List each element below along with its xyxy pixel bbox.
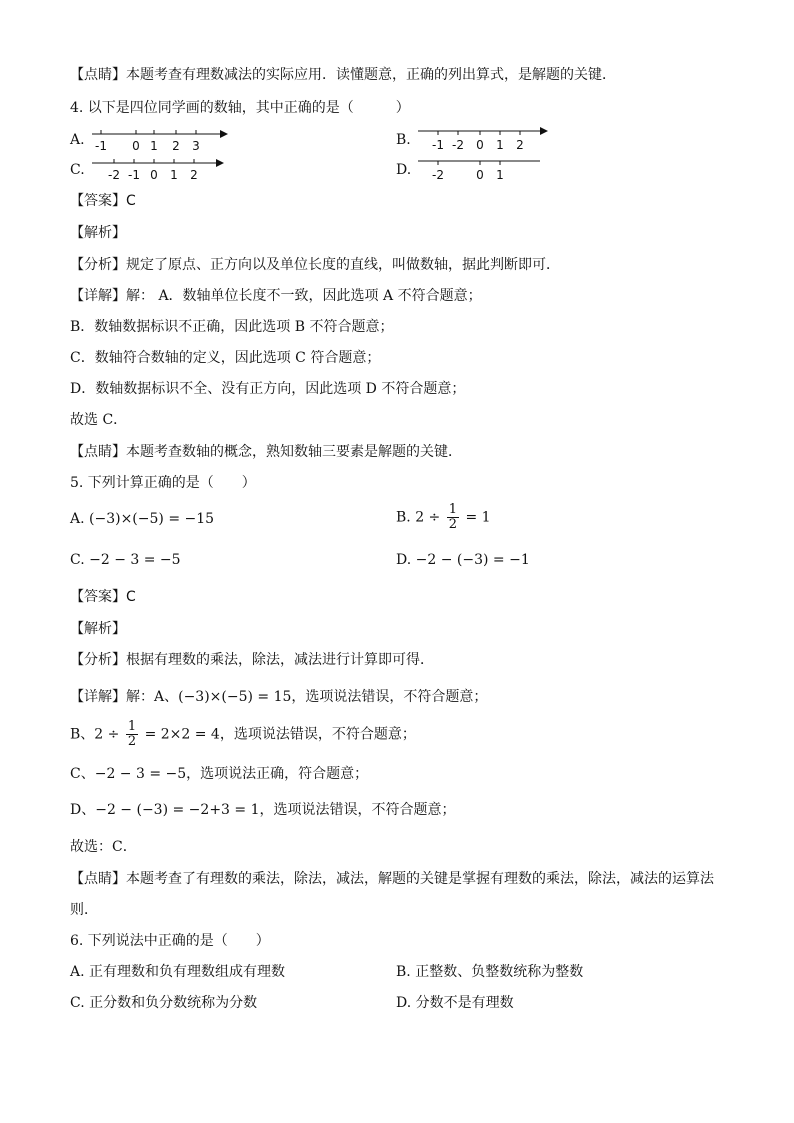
axis-c-label-3: 1 — [170, 168, 178, 182]
q4-detail-2: B．数轴数据标识不正确，因此选项 B 不符合题意； — [70, 319, 394, 335]
q4-analysis-tag: 【解析】 — [70, 225, 126, 241]
q5-detail-2-fraction: $\frac{1}{2}$ — [127, 719, 137, 749]
q5-analysis-tag: 【解析】 — [70, 621, 126, 637]
q6-option-b: B. 正整数、负整数统称为整数 — [396, 964, 584, 980]
q4-axis-c — [88, 153, 224, 183]
q4-conclusion: 故选 C． — [70, 412, 128, 428]
axis-d-label-0: -2 — [432, 168, 444, 182]
q4-axis-b — [414, 124, 548, 154]
q6-stem: 6. 下列说法中正确的是（ ） — [70, 933, 270, 949]
q5-remark-line-1: 【点睛】本题考查了有理数的乘法，除法，减法，解题的关键是掌握有理数的乘法，除法，减法的运算法 — [70, 871, 714, 887]
q6-option-c: C. 正分数和负分数统称为分数 — [70, 995, 258, 1011]
q4-option-c-label: C. — [70, 162, 85, 178]
q5-option-b-fraction: $\frac{1}{2}$ — [448, 502, 458, 532]
q5-option-c: C. −2 − 3 = −5 — [70, 552, 181, 568]
q5-detail-2-pre: B、2 ÷ — [70, 726, 120, 743]
q5-detail-2-post: = 2×2 = 4，选项说法错误，不符合题意； — [144, 726, 416, 743]
q6-option-a: A. 正有理数和负有理数组成有理数 — [70, 964, 286, 980]
q5-option-b-post: = 1 — [465, 509, 491, 526]
q3-remark: 【点睛】本题考查有理数减法的实际应用．读懂题意，正确的列出算式，是解题的关键． — [70, 67, 616, 83]
q4-stem: 4. 以下是四位同学画的数轴，其中正确的是（ ） — [70, 100, 410, 116]
q4-detail-1: 【详解】解： A．数轴单位长度不一致，因此选项 A 不符合题意； — [70, 288, 482, 304]
axis-c-label-0: -2 — [108, 168, 120, 182]
axis-b-label-0: -1 — [432, 138, 444, 152]
axis-d-label-2: 1 — [496, 168, 504, 182]
q6-option-d: D. 分数不是有理数 — [396, 995, 514, 1011]
q5-conclusion: 故选：C． — [70, 839, 137, 855]
q5-option-b — [396, 503, 491, 532]
q4-detail-4: D．数轴数据标识不全、没有正方向，因此选项 D 不符合题意； — [70, 381, 466, 397]
q4-remark: 【点睛】本题考查数轴的概念，熟知数轴三要素是解题的关键． — [70, 444, 462, 460]
axis-a-label-3: 2 — [172, 139, 180, 153]
q5-remark-line-2: 则． — [70, 902, 98, 918]
axis-a-label-1: 0 — [132, 139, 140, 153]
axis-c-label-4: 2 — [190, 168, 198, 182]
q5-option-a: A. (−3)×(−5) = −15 — [70, 511, 215, 527]
q5-fenxi: 【分析】根据有理数的乘法，除法，减法进行计算即可得． — [70, 652, 434, 668]
axis-a-label-4: 3 — [192, 139, 200, 153]
q5-detail-4: D、−2 − (−3) = −2+3 = 1，选项说法错误，不符合题意； — [70, 802, 456, 818]
q4-fenxi: 【分析】规定了原点、正方向以及单位长度的直线，叫做数轴，据此判断即可． — [70, 257, 560, 273]
axis-c-label-2: 0 — [150, 168, 158, 182]
q4-option-a-label: A. — [70, 132, 85, 148]
q5-detail-3: C、−2 − 3 = −5，选项说法正确，符合题意； — [70, 766, 369, 782]
q4-option-d-label: D. — [396, 162, 412, 178]
axis-c-label-1: -1 — [128, 168, 140, 182]
q5-detail-1: 【详解】解：A、(−3)×(−5) = 15，选项说法错误，不符合题意； — [70, 689, 488, 705]
axis-d-label-1: 0 — [476, 168, 484, 182]
q4-axis-d — [414, 153, 544, 183]
axis-a-label-0: -1 — [95, 139, 107, 153]
axis-b-label-4: 2 — [516, 138, 524, 152]
axis-b-label-1: -2 — [452, 138, 464, 152]
q5-detail-2 — [70, 720, 416, 749]
q4-answer: 【答案】C — [70, 193, 136, 209]
q5-option-d: D. −2 − (−3) = −1 — [396, 552, 530, 568]
q5-option-b-pre: B. 2 ÷ — [396, 509, 441, 526]
q5-stem: 5. 下列计算正确的是（ ） — [70, 475, 256, 491]
q5-answer: 【答案】C — [70, 589, 136, 605]
q4-detail-3: C．数轴符合数轴的定义，因此选项 C 符合题意； — [70, 350, 381, 366]
q4-axis-a — [88, 124, 228, 154]
q4-option-b-label: B. — [396, 132, 411, 148]
axis-b-label-2: 0 — [476, 138, 484, 152]
axis-b-label-3: 1 — [496, 138, 504, 152]
axis-a-label-2: 1 — [150, 139, 158, 153]
